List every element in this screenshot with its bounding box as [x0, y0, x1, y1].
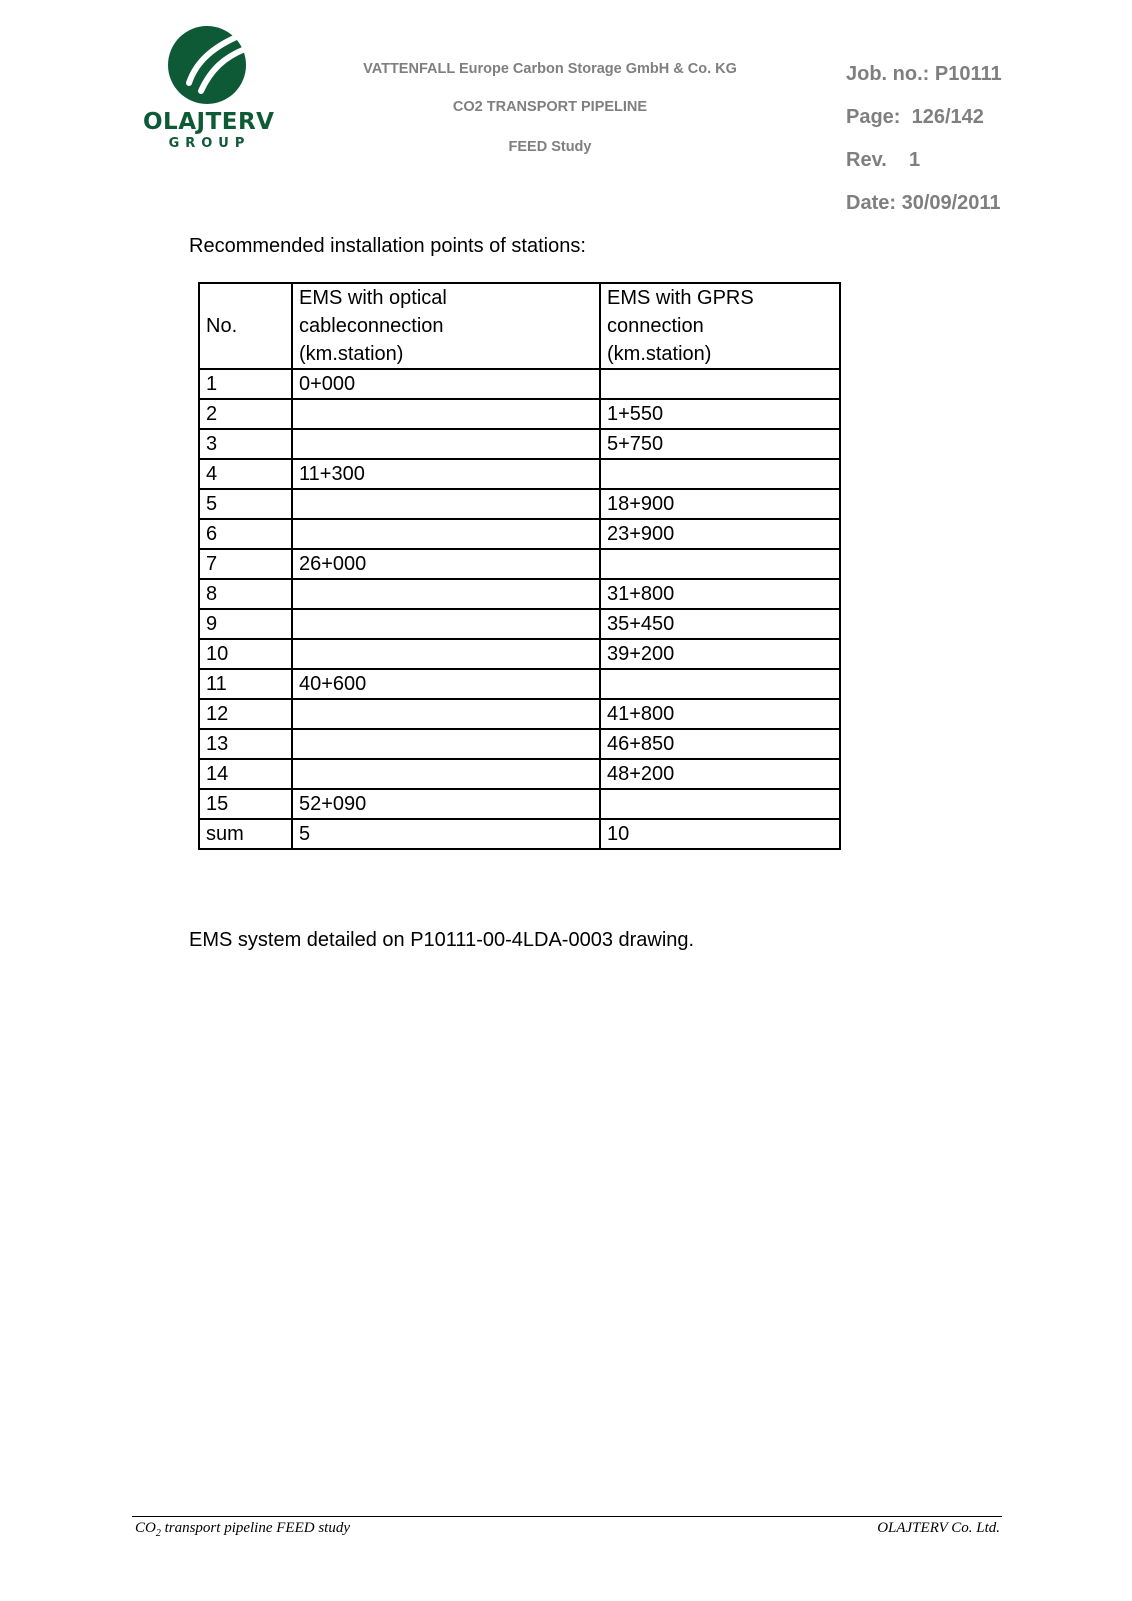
table-row	[199, 369, 840, 399]
cell-gprs	[600, 669, 840, 699]
cell-gprs: 31+800	[600, 579, 840, 609]
cell-no: 2	[199, 399, 292, 429]
table-header-row	[199, 283, 840, 369]
cell-no: 12	[199, 699, 292, 729]
header-page: Page: 126/142	[846, 106, 984, 128]
header-optical-line: EMS with optical	[299, 287, 447, 309]
cell-optical	[292, 429, 600, 459]
header-gprs-line: connection	[607, 315, 704, 337]
table-row	[199, 579, 840, 609]
footer-left-sub: 2	[155, 1528, 161, 1539]
cell-no: 4	[199, 459, 292, 489]
cell-gprs: 39+200	[600, 639, 840, 669]
cell-optical: 0+000	[292, 369, 600, 399]
header-job-number: Job. no.: P10111	[846, 63, 1002, 85]
intro-text: Recommended installation points of stations:	[189, 235, 586, 257]
leaf-logo-icon	[167, 25, 247, 105]
cell-gprs	[600, 459, 840, 489]
cell-gprs: 41+800	[600, 699, 840, 729]
cell-gprs	[600, 549, 840, 579]
cell-gprs: 10	[600, 819, 840, 849]
header-company: VATTENFALL Europe Carbon Storage GmbH & Co. KG	[363, 61, 737, 77]
drawing-reference-note: EMS system detailed on P10111-00-4LDA-0003 drawing.	[189, 929, 695, 951]
header-gprs	[600, 283, 840, 369]
table-row	[199, 489, 840, 519]
cell-optical	[292, 699, 600, 729]
table-row	[199, 399, 840, 429]
cell-gprs: 1+550	[600, 399, 840, 429]
header-study: FEED Study	[508, 139, 592, 155]
table-sum-row	[199, 819, 840, 849]
table-row	[199, 759, 840, 789]
cell-optical	[292, 729, 600, 759]
cell-optical: 26+000	[292, 549, 600, 579]
table-row	[199, 519, 840, 549]
cell-optical	[292, 639, 600, 669]
table-row	[199, 429, 840, 459]
cell-no: 8	[199, 579, 292, 609]
cell-no: 6	[199, 519, 292, 549]
table-row	[199, 699, 840, 729]
cell-optical	[292, 579, 600, 609]
header-no-label: No.	[206, 315, 238, 337]
table-row	[199, 549, 840, 579]
cell-gprs: 23+900	[600, 519, 840, 549]
cell-no: 1	[199, 369, 292, 399]
header-project: CO2 TRANSPORT PIPELINE	[452, 99, 648, 115]
cell-no: sum	[199, 819, 292, 849]
table-row	[199, 459, 840, 489]
table-row	[199, 789, 840, 819]
header-gprs-line: (km.station)	[607, 343, 712, 365]
cell-gprs: 46+850	[600, 729, 840, 759]
header-no	[199, 283, 292, 369]
cell-optical	[292, 609, 600, 639]
cell-no: 3	[199, 429, 292, 459]
cell-optical: 5	[292, 819, 600, 849]
cell-gprs	[600, 369, 840, 399]
footer-divider	[132, 1516, 1002, 1517]
cell-no: 5	[199, 489, 292, 519]
cell-no: 9	[199, 609, 292, 639]
cell-no: 15	[199, 789, 292, 819]
cell-optical	[292, 759, 600, 789]
cell-optical	[292, 519, 600, 549]
cell-gprs: 5+750	[600, 429, 840, 459]
cell-optical	[292, 399, 600, 429]
cell-no: 10	[199, 639, 292, 669]
cell-no: 13	[199, 729, 292, 759]
header-revision: Rev. 1	[846, 149, 921, 171]
header-optical	[292, 283, 600, 369]
olajterv-logo	[143, 25, 273, 155]
footer-left-post: transport pipeline FEED study	[160, 1520, 350, 1536]
logo-subtitle: GROUP	[168, 136, 251, 151]
footer-left-pre: CO	[135, 1520, 156, 1536]
cell-no: 7	[199, 549, 292, 579]
table-row	[199, 669, 840, 699]
logo-name: OLAJTERV	[143, 109, 275, 135]
cell-gprs: 18+900	[600, 489, 840, 519]
cell-optical: 52+090	[292, 789, 600, 819]
cell-no: 11	[199, 669, 292, 699]
cell-optical: 11+300	[292, 459, 600, 489]
table-row	[199, 729, 840, 759]
cell-optical	[292, 489, 600, 519]
header-gprs-line: EMS with GPRS	[607, 287, 754, 309]
table-row	[199, 609, 840, 639]
footer-right: OLAJTERV Co. Ltd.	[877, 1520, 1000, 1536]
cell-gprs: 48+200	[600, 759, 840, 789]
cell-gprs	[600, 789, 840, 819]
footer-left	[135, 1520, 350, 1539]
cell-optical: 40+600	[292, 669, 600, 699]
cell-no: 14	[199, 759, 292, 789]
cell-gprs: 35+450	[600, 609, 840, 639]
stations-table	[198, 282, 841, 850]
header-date: Date: 30/09/2011	[846, 192, 1001, 214]
table-row	[199, 639, 840, 669]
header-optical-line: cableconnection	[299, 315, 444, 337]
header-optical-line: (km.station)	[299, 343, 404, 365]
